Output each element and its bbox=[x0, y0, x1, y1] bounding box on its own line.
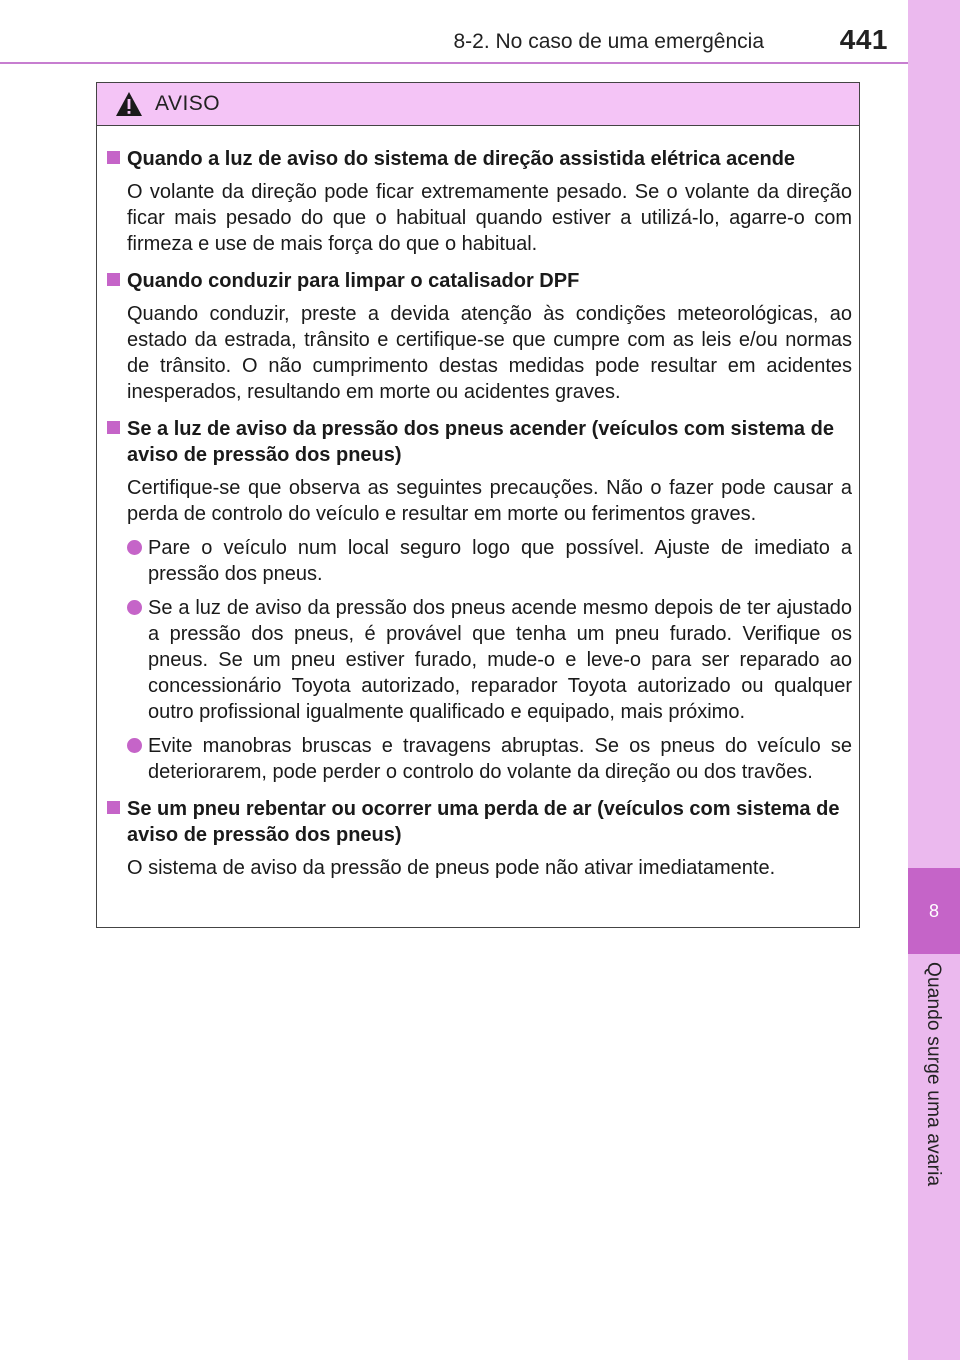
warning-box bbox=[96, 82, 860, 928]
chapter-title: Quando surge uma avaria bbox=[923, 962, 944, 1187]
circle-bullet-icon bbox=[127, 600, 142, 615]
section-text: Quando conduzir, preste a devida atenção às condições meteorológicas, ao estado da estrada, trânsito e certifique-se que cumpre com as leis e/ou normas de trânsito. O não cumprimento destas medidas pode resultar em acidentes inesperados, resultando em morte ou acidentes graves. bbox=[127, 303, 852, 403]
section-heading: Quando a luz de aviso do sistema de direção assistida elétrica acende bbox=[127, 148, 796, 170]
chapter-number: 8 bbox=[928, 900, 939, 921]
page-number: 441 bbox=[839, 24, 888, 55]
section-dpf bbox=[105, 268, 852, 405]
section-heading: Quando conduzir para limpar o catalisador DPF bbox=[127, 270, 580, 292]
section-heading: Se um pneu rebentar ou ocorrer uma perda de ar (veículos com sistema de aviso de pressão dos pneus) bbox=[127, 798, 840, 846]
warning-header bbox=[97, 83, 859, 126]
circle-bullet-icon bbox=[127, 540, 142, 555]
section-text: Certifique-se que observa as seguintes precauções. Não o fazer pode causar a perda de controlo do veículo e resultar em morte ou ferimentos graves. bbox=[127, 477, 852, 525]
warning-triangle-icon bbox=[115, 91, 143, 117]
square-bullet-icon bbox=[107, 273, 120, 286]
square-bullet-icon bbox=[107, 801, 120, 814]
list-item bbox=[105, 733, 852, 785]
list-item bbox=[105, 535, 852, 587]
bullet-text: Evite manobras bruscas e travagens abruptas. Se os pneus do veículo se deteriorarem, pode perder o controlo do volante da direção ou dos travões. bbox=[148, 735, 852, 783]
section-text: O volante da direção pode ficar extremamente pesado. Se o volante da direção ficar mais pesado do que o habitual quando estiver a utilizá-lo, agarre-o com firmeza e use de mais força do que o habitual. bbox=[127, 181, 852, 255]
section-tire-pressure-light bbox=[105, 416, 852, 785]
square-bullet-icon bbox=[107, 421, 120, 434]
warning-label: AVISO bbox=[155, 92, 221, 115]
section-text: O sistema de aviso da pressão de pneus pode não ativar imediatamente. bbox=[127, 857, 776, 879]
chapter-number-box bbox=[908, 868, 960, 954]
section-tire-burst bbox=[105, 796, 852, 881]
bullet-text: Pare o veículo num local seguro logo que possível. Ajuste de imediato a pressão dos pneus. bbox=[148, 537, 852, 585]
section-heading: Se a luz de aviso da pressão dos pneus acender (veículos com sistema de aviso de pressão dos pneus) bbox=[127, 418, 834, 466]
bullet-text: Se a luz de aviso da pressão dos pneus acende mesmo depois de ter ajustado a pressão dos pneus, é provável que tenha um pneu furado. Verifique os pneus. Se um pneu estiver furado, mude-o e leve-o para ser reparado ao concessionário Toyota autorizado, reparador Toyota autorizado ou qualquer outro profissional igualmente qualificado e equipado, mais próximo. bbox=[148, 597, 852, 723]
warning-body bbox=[97, 126, 859, 881]
circle-bullet-icon bbox=[127, 738, 142, 753]
header-rule bbox=[0, 62, 908, 64]
square-bullet-icon bbox=[107, 151, 120, 164]
section-power-steering bbox=[105, 146, 852, 257]
list-item bbox=[105, 595, 852, 725]
section-title: 8-2. No caso de uma emergência bbox=[453, 30, 764, 53]
